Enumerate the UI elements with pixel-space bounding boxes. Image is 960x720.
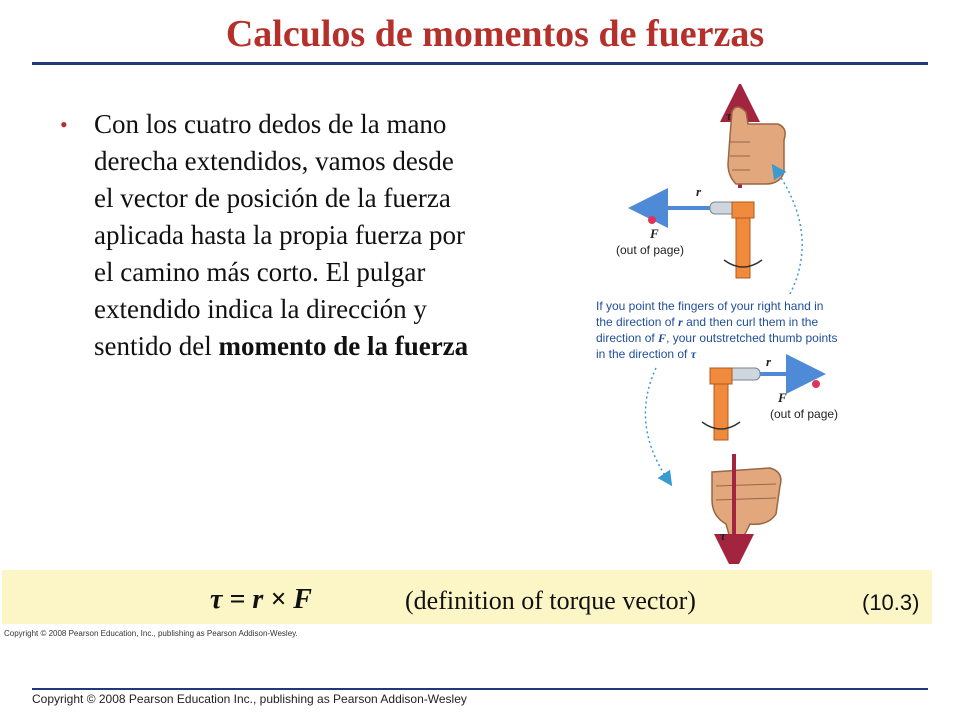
figure-caption — [596, 298, 876, 362]
caption-line-4a: in the direction of — [596, 347, 691, 361]
caption-F: F — [658, 331, 667, 345]
torque-equation: τ = r × F — [210, 584, 312, 615]
dotted-arrow-up-icon — [776, 170, 802, 294]
bullet-text: Con los cuatro dedos de la mano derecha extendidos, vamos desde el vector de posición de la fuerza aplicada hasta la propia fuerza por el camino más corto. El pulgar extendido indica la dirección y sentido del — [94, 109, 466, 361]
caption-line-2a: the direction of — [596, 315, 679, 329]
wrench-top-icon — [648, 202, 762, 278]
dotted-arrow-down-icon — [645, 368, 668, 480]
F-label-bottom: F — [778, 390, 787, 405]
caption-tau: τ — [690, 347, 697, 361]
caption-line-2b: and then curl them in the — [682, 315, 819, 329]
caption-r: r — [678, 315, 683, 329]
r-label-bottom: r — [766, 354, 772, 369]
force-dot-top-icon — [648, 216, 656, 224]
out-of-page-top: (out of page) — [616, 243, 685, 257]
bullet-marker: • — [60, 112, 68, 137]
equation-definition: (definition of torque vector) — [405, 586, 696, 615]
F-label-top: F — [650, 226, 659, 241]
slide-title: Calculos de momentos de fuerzas — [225, 13, 765, 55]
r-label-top: r — [696, 184, 702, 199]
bullet-paragraph — [60, 106, 470, 365]
bullet-bold-term: momento de la fuerza — [218, 331, 469, 361]
thumbs-up-hand-icon — [728, 107, 785, 184]
tau-label-top: τ — [726, 108, 732, 123]
equation-number: (10.3) — [862, 590, 920, 615]
footer-copyright: Copyright © 2008 Pearson Education Inc., publishing as Pearson Addison-Wesley — [32, 692, 467, 706]
force-dot-bottom-icon — [812, 380, 820, 388]
figure-copyright: Copyright © 2008 Pearson Education, Inc., publishing as Pearson Addison-Wesley. — [4, 629, 298, 638]
wrench-bottom-icon — [702, 368, 806, 440]
footer-divider — [32, 688, 928, 690]
caption-line-3b: , your outstretched thumb points — [666, 331, 838, 345]
tau-label-bottom: τ — [720, 528, 726, 543]
out-of-page-bottom: (out of page) — [770, 407, 839, 421]
caption-line-3a: direction of — [596, 331, 659, 345]
title-divider — [32, 62, 928, 65]
bullet-body — [60, 106, 470, 365]
caption-line-1: If you point the fingers of your right hand in — [596, 299, 824, 313]
